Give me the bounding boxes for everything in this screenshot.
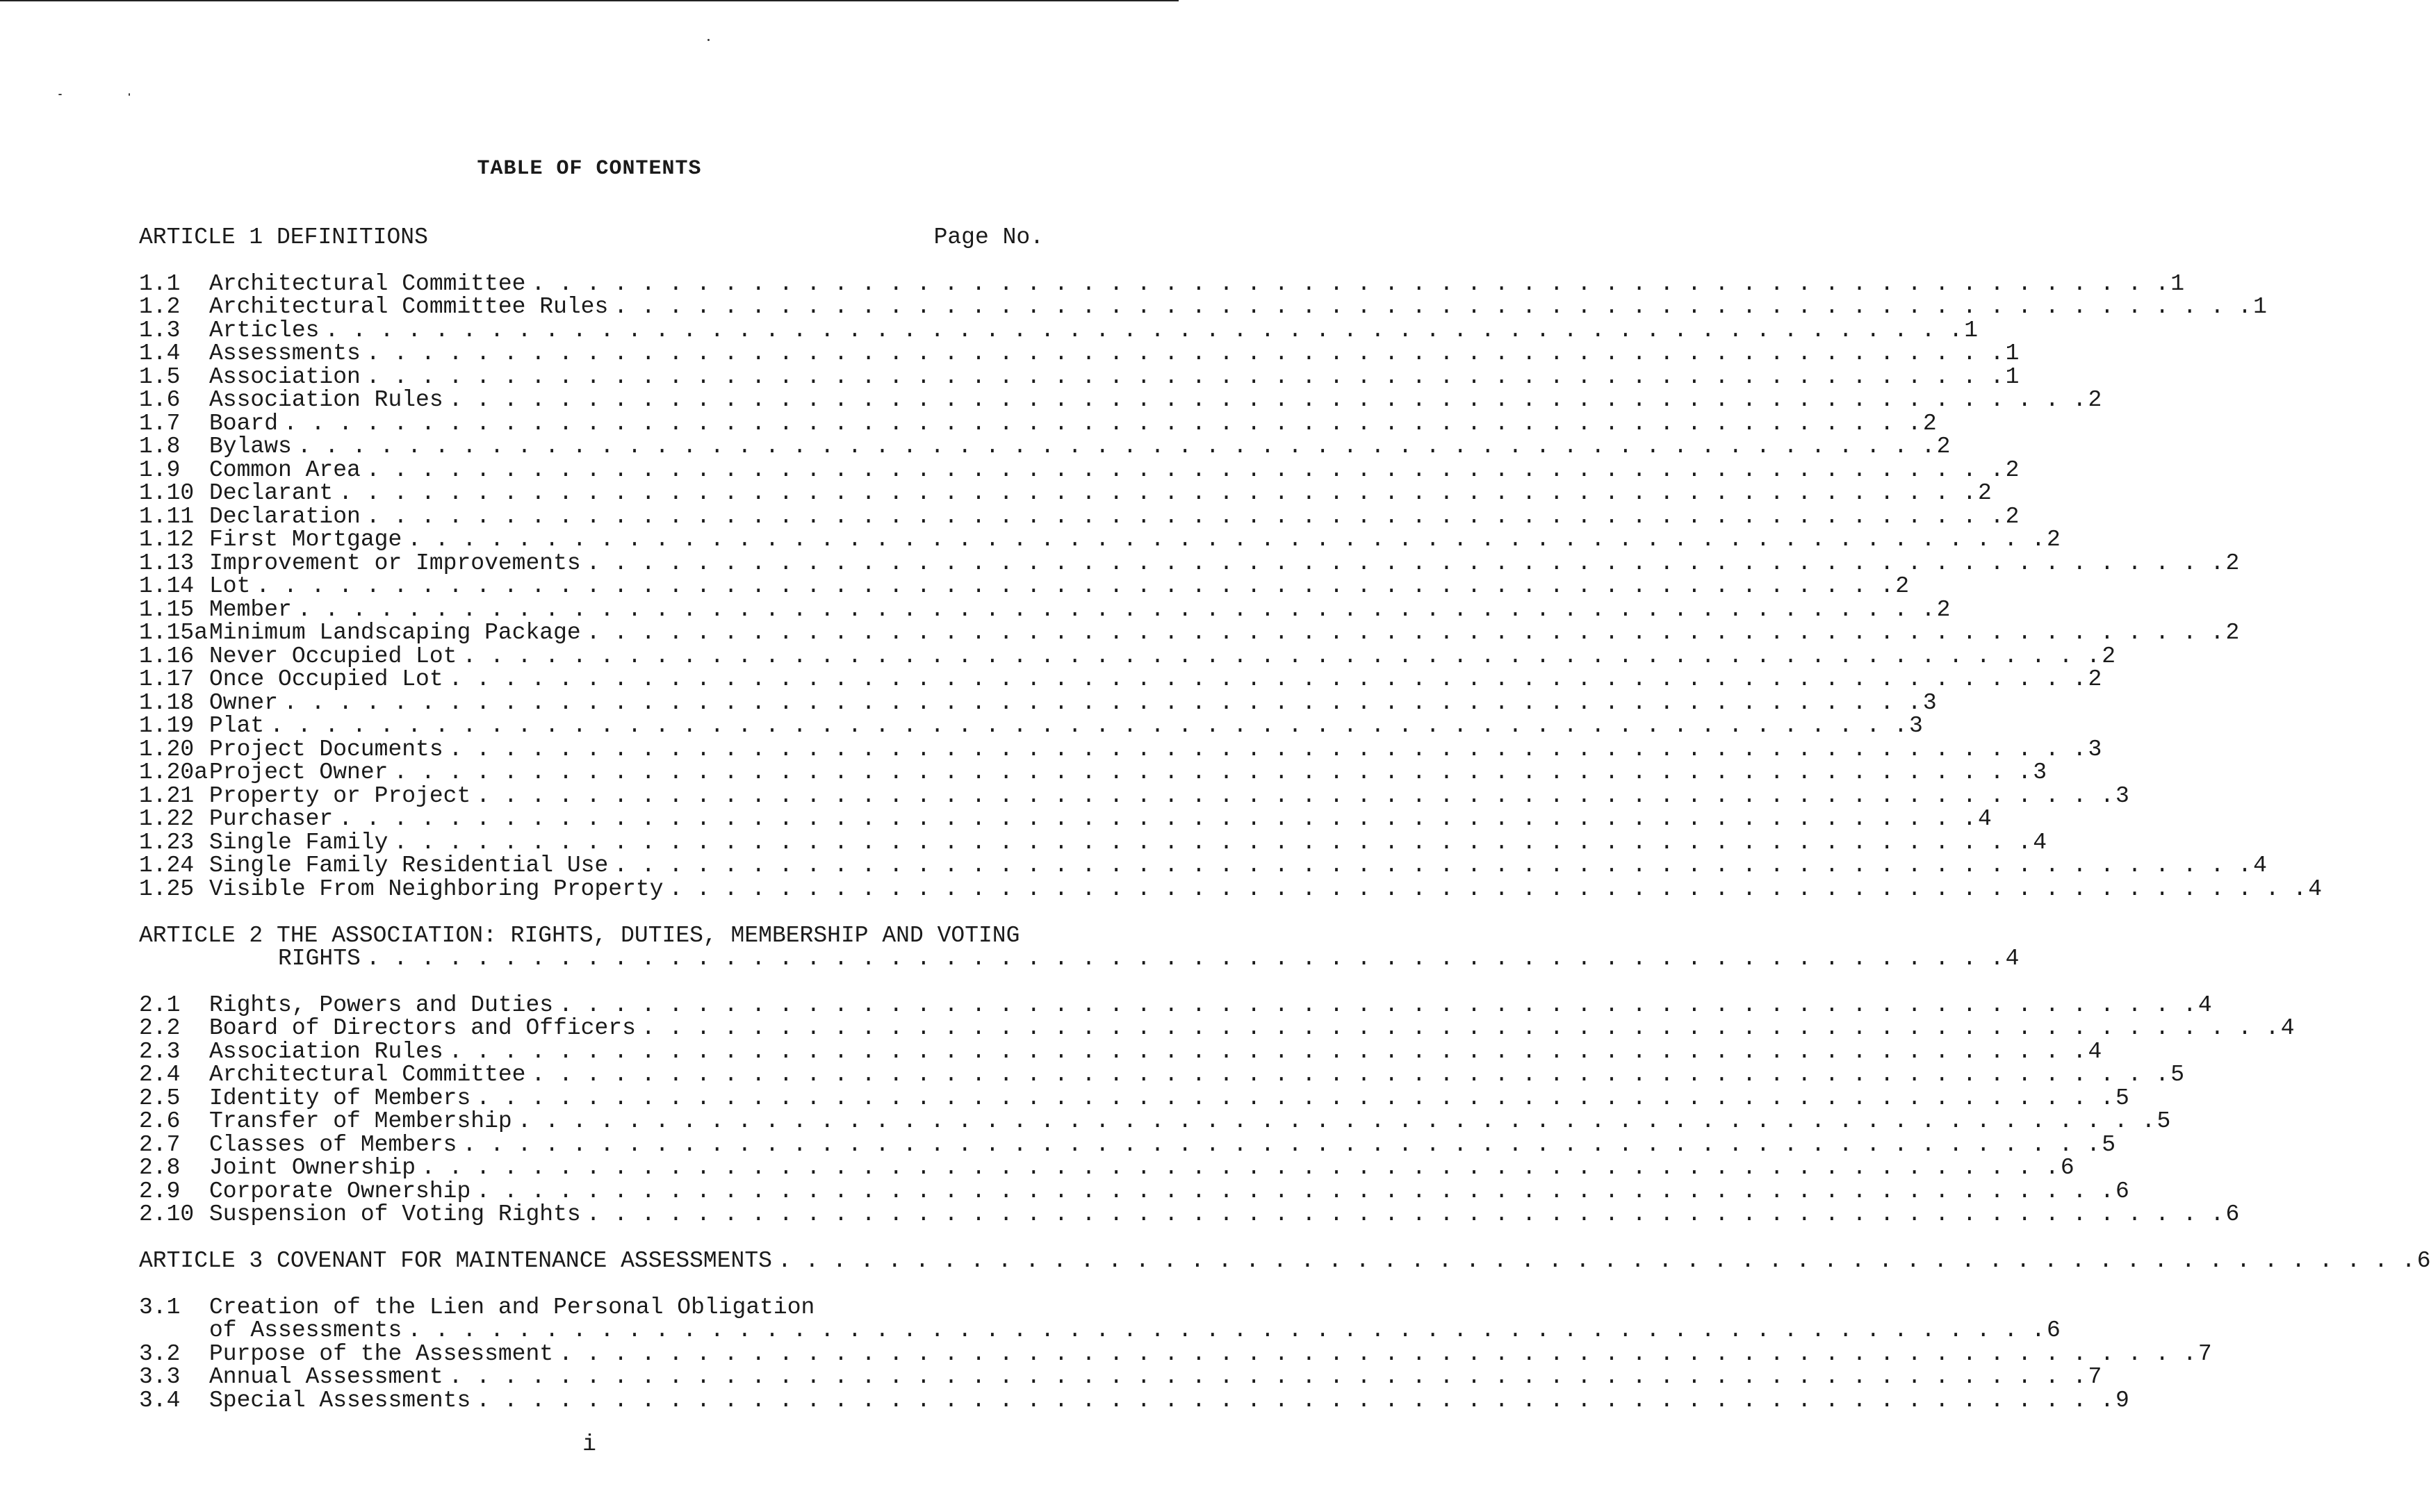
article-2-page: 4 — [2005, 946, 2020, 971]
entry-number: 1.3 — [139, 317, 181, 343]
article-3-heading-row — [139, 1248, 2431, 1274]
dot-leader: . . . . . . . . . . . . . . . . . . . . . . . . . . . . . . . . . . . . . . . . . . . . . . . . . . . . . . . . . . . . — [614, 294, 2252, 320]
toc-entry — [139, 340, 2020, 366]
entry-number: 1.12 — [139, 527, 195, 552]
entry-title: Articles — [209, 317, 320, 343]
dot-leader: . . . . . . . . . . . . . . . . . . . . . . . . . . . . . . . . . . . . . . . . . . . . . . . . . . . . . . . . . . . . — [366, 340, 2004, 366]
dot-leader: . . . . . . . . . . . . . . . . . . . . . . . . . . . . . . . . . . . . . . . . . . . . . . . . . . . . . . . . . . . . — [393, 829, 2032, 855]
toc-entry — [139, 1178, 2129, 1204]
entry-number: 2.7 — [139, 1131, 181, 1158]
entry-title: Board of Directors and Officers — [209, 1015, 636, 1041]
entry-page: 2 — [2005, 457, 2020, 483]
entry-number: 1.18 — [139, 689, 195, 716]
article-3-heading: ARTICLE 3 COVENANT FOR MAINTENANCE ASSESSMENTS — [139, 1248, 772, 1274]
page-title: TABLE OF CONTENTS — [477, 157, 702, 181]
entry-number: 1.13 — [139, 550, 195, 576]
entry-page: 2 — [2102, 643, 2116, 669]
toc-entry — [139, 1131, 2116, 1158]
entry-title-cont: of Assessments — [209, 1317, 402, 1343]
entry-title: Improvement or Improvements — [209, 550, 581, 576]
dot-leader: . . . . . . . . . . . . . . . . . . . . . . . . . . . . . . . . . . . . . . . . . . . . . . . . . . . . . . . . . . . . — [559, 1340, 2197, 1367]
entry-number: 1.15 — [139, 596, 195, 623]
page-no-label: Page No. — [933, 224, 1044, 250]
entry-title: Declaration — [209, 503, 361, 529]
article-3-entries — [139, 1294, 2212, 1413]
entry-page: 7 — [2197, 1340, 2212, 1367]
entry-title: Single Family — [209, 829, 388, 855]
entry-number: 1.9 — [139, 457, 181, 483]
entry-title: Plat — [209, 713, 265, 739]
table-of-contents — [139, 224, 2431, 1413]
dot-leader: . . . . . . . . . . . . . . . . . . . . . . . . . . . . . . . . . . . . . . . . . . . . . . . . . . . . . . . . . . . . — [338, 806, 1976, 832]
entry-title: Architectural Committee Rules — [209, 294, 609, 320]
entry-number: 1.4 — [139, 340, 181, 366]
entry-page: 4 — [2197, 992, 2212, 1018]
entry-page: 4 — [1978, 806, 1992, 832]
entry-number: 2.10 — [139, 1201, 195, 1227]
entry-number: 2.1 — [139, 992, 181, 1018]
toc-entry — [139, 829, 2047, 855]
entry-number: 1.17 — [139, 666, 195, 692]
toc-entry — [139, 1085, 2129, 1111]
entry-title: Lot — [209, 573, 251, 599]
entry-title: Purpose of the Assessment — [209, 1340, 554, 1367]
entry-number: 3.2 — [139, 1340, 181, 1367]
entry-number: 1.11 — [139, 503, 195, 529]
entry-page: 3 — [2115, 782, 2129, 809]
toc-entry — [139, 410, 1937, 436]
entry-page: 6 — [2047, 1317, 2061, 1343]
toc-entry — [139, 480, 1992, 506]
entry-page: 5 — [2115, 1085, 2129, 1111]
toc-entry — [139, 876, 2323, 902]
entry-title: Project Documents — [209, 736, 443, 762]
toc-entry — [139, 643, 2116, 669]
entry-title: Identity of Members — [209, 1085, 471, 1111]
toc-entry — [139, 620, 2240, 646]
toc-entry — [139, 434, 1951, 459]
entry-title: Creation of the Lien and Personal Obligation — [209, 1294, 815, 1320]
dot-leader: . . . . . . . . . . . . . . . . . . . . . . . . . . . . . . . . . . . . . . . . . . . . . . . . . . . . . . . . . . . . — [614, 853, 2252, 878]
toc-entry — [139, 363, 2020, 390]
entry-page: 3 — [1922, 689, 1937, 716]
entry-page: 3 — [2033, 759, 2047, 785]
toc-entry — [139, 317, 1979, 343]
toc-entry — [139, 992, 2212, 1018]
entry-number: 1.15a — [139, 620, 208, 646]
entry-number: 1.1 — [139, 270, 181, 297]
entry-title: Member — [209, 596, 292, 623]
entry-number: 1.8 — [139, 434, 181, 459]
entry-page: 6 — [2115, 1178, 2129, 1204]
dot-leader: . . . . . . . . . . . . . . . . . . . . . . . . . . . . . . . . . . . . . . . . . . . . . . . . . . . . . . . . . . . . — [284, 689, 1922, 716]
entry-page: 4 — [2088, 1038, 2102, 1065]
entry-page: 1 — [1964, 317, 1979, 343]
entry-title: Annual Assessment — [209, 1364, 443, 1390]
entry-title: Single Family Residential Use — [209, 853, 609, 878]
entry-page: 4 — [2033, 829, 2047, 855]
entry-title: Board — [209, 410, 279, 436]
article-3-page: 6 — [2416, 1248, 2431, 1274]
entry-title: Classes of Members — [209, 1131, 457, 1158]
entry-page: 3 — [2088, 736, 2102, 762]
dot-leader: . . . . . . . . . . . . . . . . . . . . . . . . . . . . . . . . . . . . . . . . . . . . . . . . . . . . . . . . . . . . — [338, 480, 1976, 506]
toc-entry — [139, 782, 2129, 809]
article-2-heading-row — [139, 924, 1044, 948]
dot-leader: . . . . . . . . . . . . . . . . . . . . . . . . . . . . . . . . . . . . . . . . . . . . . . . . . . . . . . . . . . . . — [393, 759, 2032, 785]
toc-entry — [139, 527, 2061, 552]
entry-title: Suspension of Voting Rights — [209, 1201, 581, 1227]
toc-entry — [139, 387, 2102, 413]
entry-page: 1 — [2005, 363, 2020, 390]
toc-entry — [139, 1387, 2129, 1413]
entry-number: 1.10 — [139, 480, 195, 506]
entry-number: 1.20 — [139, 736, 195, 762]
toc-entry — [139, 1201, 2240, 1227]
scan-speck — [707, 39, 710, 41]
entry-number: 1.19 — [139, 713, 195, 739]
entry-title: Association Rules — [209, 387, 443, 413]
article-2-entries — [139, 992, 2295, 1227]
entry-page: 2 — [2088, 666, 2102, 692]
dot-leader: . . . . . . . . . . . . . . . . . . . . . . . . . . . . . . . . . . . . . . . . . . . . . . . . . . . . . . . . . . . . — [586, 1201, 2225, 1227]
entry-page: 9 — [2115, 1387, 2129, 1413]
dot-leader: . . . . . . . . . . . . . . . . . . . . . . . . . . . . . . . . . . . . . . . . . . . . . . . . . . . . . . . . . . . . — [462, 643, 2101, 669]
toc-entry — [139, 1062, 2185, 1087]
entry-title: Visible From Neighboring Property — [209, 876, 664, 902]
entry-page: 3 — [1909, 713, 1923, 739]
entry-number: 3.4 — [139, 1387, 181, 1413]
entry-page: 5 — [2156, 1108, 2171, 1134]
entry-title: Purchaser — [209, 806, 334, 832]
dot-leader: . . . . . . . . . . . . . . . . . . . . . . . . . . . . . . . . . . . . . . . . . . . . . . . . . . . . . . . . . . . . — [366, 503, 2004, 529]
entry-number: 2.4 — [139, 1062, 181, 1087]
toc-entry — [139, 713, 1923, 739]
entry-page: 7 — [2088, 1364, 2102, 1390]
dot-leader: . . . . . . . . . . . . . . . . . . . . . . . . . . . . . . . . . . . . . . . . . . . . . . . . . . . . . . . . . . . . — [476, 1085, 2114, 1111]
toc-entry — [139, 1038, 2102, 1065]
dot-leader: . . . . . . . . . . . . . . . . . . . . . . . . . . . . . . . . . . . . . . . . . . . . . . . . . . . . . . . . . . . . — [777, 1248, 2416, 1274]
entry-page: 5 — [2170, 1062, 2185, 1087]
entry-number: 2.9 — [139, 1178, 181, 1204]
dot-leader: . . . . . . . . . . . . . . . . . . . . . . . . . . . . . . . . . . . . . . . . . . . . . . . . . . . . . . . . . . . . — [297, 434, 1935, 459]
article-1-entries — [139, 270, 2323, 902]
entry-title: Common Area — [209, 457, 361, 483]
toc-entry — [139, 1364, 2102, 1390]
dot-leader: . . . . . . . . . . . . . . . . . . . . . . . . . . . . . . . . . . . . . . . . . . . . . . . . . . . . . . . . . . . . — [421, 1155, 2059, 1181]
entry-number: 1.23 — [139, 829, 195, 855]
toc-entry — [139, 270, 2185, 297]
dot-leader: . . . . . . . . . . . . . . . . . . . . . . . . . . . . . . . . . . . . . . . . . . . . . . . . . . . . . . . . . . . . — [462, 1131, 2101, 1158]
entry-title: Corporate Ownership — [209, 1178, 471, 1204]
dot-leader: . . . . . . . . . . . . . . . . . . . . . . . . . . . . . . . . . . . . . . . . . . . . . . . . . . . . . . . . . . . . — [448, 1038, 2087, 1065]
entry-title: Minimum Landscaping Package — [209, 620, 581, 646]
entry-title: Association Rules — [209, 1038, 443, 1065]
entry-title: Declarant — [209, 480, 334, 506]
dot-leader: . . . . . . . . . . . . . . . . . . . . . . . . . . . . . . . . . . . . . . . . . . . . . . . . . . . . . . . . . . . . — [407, 527, 2045, 552]
entry-number: 1.6 — [139, 387, 181, 413]
entry-title: Architectural Committee — [209, 270, 526, 297]
scan-speck — [129, 93, 130, 96]
dot-leader: . . . . . . . . . . . . . . . . . . . . . . . . . . . . . . . . . . . . . . . . . . . . . . . . . . . . . . . . . . . . — [256, 573, 1894, 599]
toc-entry — [139, 1015, 2295, 1041]
entry-title: Assessments — [209, 340, 361, 366]
entry-page: 6 — [2060, 1155, 2074, 1181]
top-edge-rule — [0, 0, 1179, 1]
toc-entry — [139, 759, 2047, 785]
dot-leader: . . . . . . . . . . . . . . . . . . . . . . . . . . . . . . . . . . . . . . . . . . . . . . . . . . . . . . . . . . . . — [669, 876, 2307, 902]
entry-page: 4 — [2308, 876, 2323, 902]
entry-number: 1.2 — [139, 294, 181, 320]
entry-number: 1.16 — [139, 643, 195, 669]
entry-page: 1 — [2253, 294, 2267, 320]
entry-page: 4 — [2253, 853, 2267, 878]
entry-number: 1.7 — [139, 410, 181, 436]
entry-title: Once Occupied Lot — [209, 666, 443, 692]
entry-title: Special Assessments — [209, 1387, 471, 1413]
toc-entry — [139, 457, 2020, 483]
entry-title: Architectural Committee — [209, 1062, 526, 1087]
toc-entry — [139, 689, 1937, 716]
footer-page-number: i — [582, 1431, 596, 1457]
dot-leader: . . . . . . . . . . . . . . . . . . . . . . . . . . . . . . . . . . . . . . . . . . . . . . . . . . . . . . . . . . . . — [325, 317, 1963, 343]
entry-number: 1.20a — [139, 759, 208, 785]
entry-title: Never Occupied Lot — [209, 643, 457, 669]
entry-page: 2 — [2225, 620, 2240, 646]
dot-leader: . . . . . . . . . . . . . . . . . . . . . . . . . . . . . . . . . . . . . . . . . . . . . . . . . . . . . . . . . . . . — [476, 782, 2114, 809]
entry-number: 1.5 — [139, 363, 181, 390]
entry-title: Project Owner — [209, 759, 388, 785]
toc-entry — [139, 1340, 2212, 1367]
entry-page: 4 — [2280, 1015, 2295, 1041]
toc-entry — [139, 853, 2267, 878]
entry-page: 2 — [1978, 480, 1992, 506]
entry-number: 1.24 — [139, 853, 195, 878]
entry-title: Rights, Powers and Duties — [209, 992, 554, 1018]
entry-number: 1.25 — [139, 876, 195, 902]
entry-page: 2 — [1895, 573, 1910, 599]
entry-page: 6 — [2225, 1201, 2240, 1227]
toc-entry — [139, 294, 2267, 320]
entry-page: 2 — [2225, 550, 2240, 576]
entry-title: Transfer of Membership — [209, 1108, 512, 1134]
entry-page: 2 — [1922, 410, 1937, 436]
entry-page: 2 — [1936, 596, 1951, 623]
entry-number: 2.6 — [139, 1108, 181, 1134]
dot-leader: . . . . . . . . . . . . . . . . . . . . . . . . . . . . . . . . . . . . . . . . . . . . . . . . . . . . . . . . . . . . — [517, 1108, 2156, 1134]
dot-leader: . . . . . . . . . . . . . . . . . . . . . . . . . . . . . . . . . . . . . . . . . . . . . . . . . . . . . . . . . . . . — [586, 550, 2225, 576]
dot-leader: . . . . . . . . . . . . . . . . . . . . . . . . . . . . . . . . . . . . . . . . . . . . . . . . . . . . . . . . . . . . — [366, 946, 2004, 971]
dot-leader: . . . . . . . . . . . . . . . . . . . . . . . . . . . . . . . . . . . . . . . . . . . . . . . . . . . . . . . . . . . . — [407, 1317, 2045, 1343]
toc-entry — [139, 503, 2020, 529]
entry-page: 2 — [2047, 527, 2061, 552]
article-1-heading-row — [139, 226, 1044, 249]
entry-page: 2 — [2005, 503, 2020, 529]
dot-leader: . . . . . . . . . . . . . . . . . . . . . . . . . . . . . . . . . . . . . . . . . . . . . . . . . . . . . . . . . . . . — [559, 992, 2197, 1018]
entry-title: Bylaws — [209, 434, 292, 459]
entry-number: 1.14 — [139, 573, 195, 599]
entry-title: Association — [209, 363, 361, 390]
entry-page: 5 — [2102, 1131, 2116, 1158]
toc-entry — [139, 1108, 2171, 1134]
dot-leader: . . . . . . . . . . . . . . . . . . . . . . . . . . . . . . . . . . . . . . . . . . . . . . . . . . . . . . . . . . . . — [284, 410, 1922, 436]
entry-number: 1.22 — [139, 806, 195, 832]
toc-entry — [139, 1155, 2074, 1181]
entry-page: 2 — [2088, 387, 2102, 413]
dot-leader: . . . . . . . . . . . . . . . . . . . . . . . . . . . . . . . . . . . . . . . . . . . . . . . . . . . . . . . . . . . . — [366, 363, 2004, 390]
entry-number: 3.1 — [139, 1294, 181, 1320]
entry-title: First Mortgage — [209, 527, 402, 552]
toc-entry — [139, 1296, 1044, 1320]
article-2-heading-cont-row — [139, 946, 2020, 971]
article-1-heading: ARTICLE 1 DEFINITIONS — [139, 224, 428, 250]
dot-leader: . . . . . . . . . . . . . . . . . . . . . . . . . . . . . . . . . . . . . . . . . . . . . . . . . . . . . . . . . . . . — [531, 270, 2170, 297]
entry-title: Joint Ownership — [209, 1155, 416, 1181]
entry-number: 2.3 — [139, 1038, 181, 1065]
entry-page: 2 — [1936, 434, 1951, 459]
toc-entry-continuation — [139, 1317, 2061, 1343]
dot-leader: . . . . . . . . . . . . . . . . . . . . . . . . . . . . . . . . . . . . . . . . . . . . . . . . . . . . . . . . . . . . — [297, 596, 1935, 623]
dot-leader: . . . . . . . . . . . . . . . . . . . . . . . . . . . . . . . . . . . . . . . . . . . . . . . . . . . . . . . . . . . . — [448, 387, 2087, 413]
dot-leader: . . . . . . . . . . . . . . . . . . . . . . . . . . . . . . . . . . . . . . . . . . . . . . . . . . . . . . . . . . . . — [641, 1015, 2279, 1041]
entry-title: Property or Project — [209, 782, 471, 809]
toc-entry — [139, 596, 1951, 623]
dot-leader: . . . . . . . . . . . . . . . . . . . . . . . . . . . . . . . . . . . . . . . . . . . . . . . . . . . . . . . . . . . . — [476, 1178, 2114, 1204]
toc-entry — [139, 573, 1910, 599]
dot-leader: . . . . . . . . . . . . . . . . . . . . . . . . . . . . . . . . . . . . . . . . . . . . . . . . . . . . . . . . . . . . — [448, 666, 2087, 692]
entry-number: 3.3 — [139, 1364, 181, 1390]
dot-leader: . . . . . . . . . . . . . . . . . . . . . . . . . . . . . . . . . . . . . . . . . . . . . . . . . . . . . . . . . . . . — [531, 1062, 2170, 1087]
dot-leader: . . . . . . . . . . . . . . . . . . . . . . . . . . . . . . . . . . . . . . . . . . . . . . . . . . . . . . . . . . . . — [448, 1364, 2087, 1390]
dot-leader: . . . . . . . . . . . . . . . . . . . . . . . . . . . . . . . . . . . . . . . . . . . . . . . . . . . . . . . . . . . . — [476, 1387, 2114, 1413]
dot-leader: . . . . . . . . . . . . . . . . . . . . . . . . . . . . . . . . . . . . . . . . . . . . . . . . . . . . . . . . . . . . — [366, 457, 2004, 483]
dot-leader: . . . . . . . . . . . . . . . . . . . . . . . . . . . . . . . . . . . . . . . . . . . . . . . . . . . . . . . . . . . . — [270, 713, 1908, 739]
entry-number: 1.21 — [139, 782, 195, 809]
entry-page: 1 — [2170, 270, 2185, 297]
entry-page: 1 — [2005, 340, 2020, 366]
entry-number: 2.2 — [139, 1015, 181, 1041]
entry-number: 2.8 — [139, 1155, 181, 1181]
toc-entry — [139, 666, 2102, 692]
article-2-heading: ARTICLE 2 THE ASSOCIATION: RIGHTS, DUTIES, MEMBERSHIP AND VOTING — [139, 922, 1020, 948]
dot-leader: . . . . . . . . . . . . . . . . . . . . . . . . . . . . . . . . . . . . . . . . . . . . . . . . . . . . . . . . . . . . — [448, 736, 2087, 762]
entry-number: 2.5 — [139, 1085, 181, 1111]
toc-entry — [139, 806, 1992, 832]
dot-leader: . . . . . . . . . . . . . . . . . . . . . . . . . . . . . . . . . . . . . . . . . . . . . . . . . . . . . . . . . . . . — [586, 620, 2225, 646]
scan-speck — [58, 94, 62, 95]
entry-title: Owner — [209, 689, 279, 716]
article-2-heading-cont: RIGHTS — [278, 946, 361, 971]
toc-entry — [139, 736, 2102, 762]
toc-entry — [139, 550, 2240, 576]
